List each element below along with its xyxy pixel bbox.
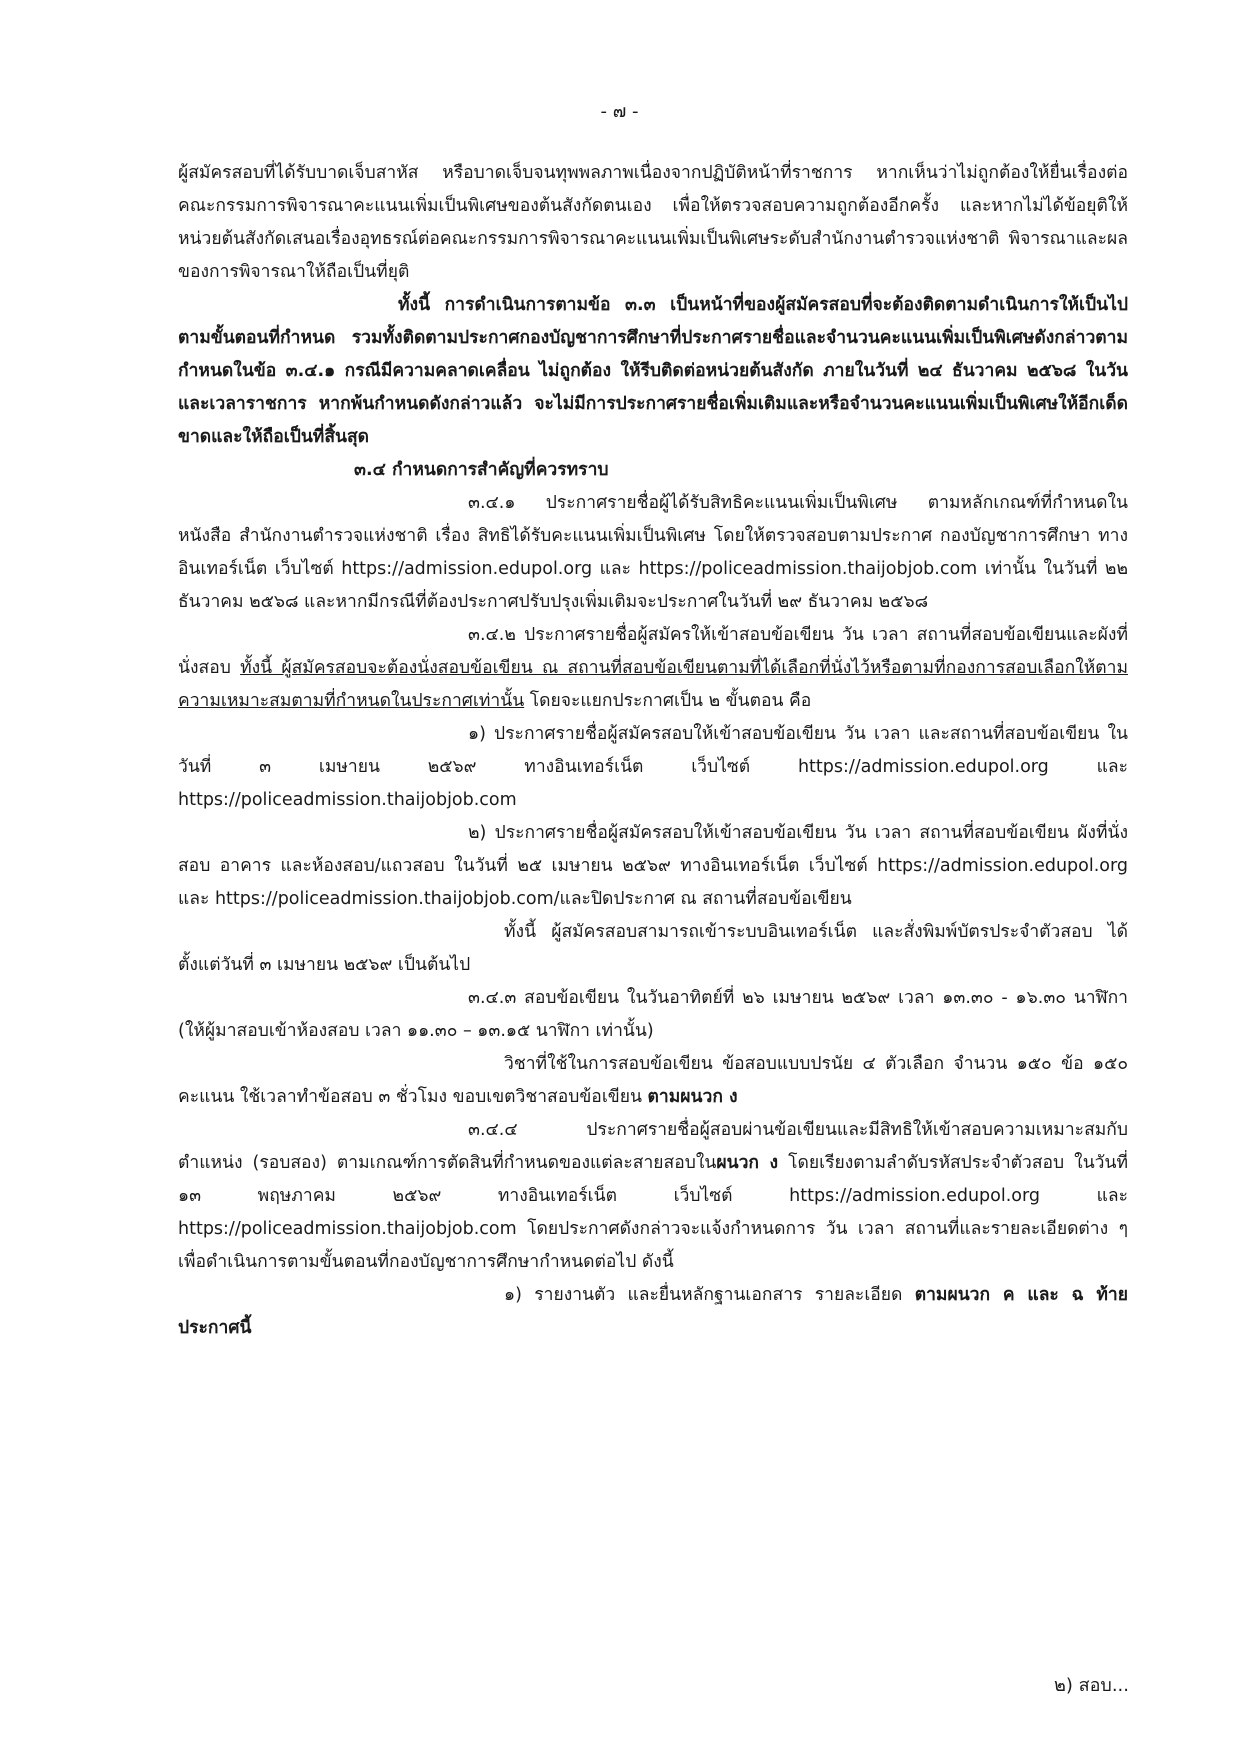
paragraph-step-1: ๑) ประกาศรายชื่อผู้สมัครสอบให้เข้าสอบข้อเขียน วัน เวลา และสถานที่สอบข้อเขียน ในวันที่ ๓ เมษายน ๒๕๖๙ ทางอินเทอร์เน็ต เว็บไซต์ https://admission.edupol.org และ https://policeadmission.thaijobjob.com	[178, 724, 1128, 810]
text-3-4-4-rest: โดยเรียงตามลำดับรหัสประจำตัวสอบ ในวันที่ ๑๓ พฤษภาคม ๒๕๖๙ ทางอินเทอร์เน็ต เว็บไซต์ https://admission.edupol.org และ https://policeadmission.thaijobjob.com โดยประกาศดังกล่าวจะแจ้งกำหนดการ วัน เวลา สถานที่และรายละเอียดต่าง ๆ เพื่อดำเนินการตามขั้นตอนที่กองบัญชาการศึกษากำหนดต่อไป ดังนี้	[178, 1153, 1128, 1272]
text-3-4-4-intro: ๓.๔.๔ ประกาศรายชื่อผู้สอบผ่านข้อเขียนและมีสิทธิให้เข้าสอบความเหมาะสมกับตำแหน่ง (รอบสอง) ตามเกณฑ์การตัดสินที่กำหนดของแต่ละสายสอบใน	[178, 1120, 1128, 1173]
paragraph-written-subjects	[178, 1048, 1128, 1114]
paragraph-responsibility: ทั้งนี้ การดำเนินการตามข้อ ๓.๓ เป็นหน้าที่ของผู้สมัครสอบที่จะต้องติดตามดำเนินการให้เป็นไปตามขั้นตอนที่กำหนด รวมทั้งติดตามประกาศกองบัญชาการศึกษาที่ประกาศรายชื่อและจำนวนคะแนนเพิ่มเป็นพิเศษดังกล่าวตามกำหนดในข้อ ๓.๔.๑ กรณีมีความคลาดเคลื่อน ไม่ถูกต้อง ให้รีบติดต่อหน่วยต้นสังกัด ภายในวันที่ ๒๔ ธันวาคม ๒๕๖๘ ในวันและเวลาราชการ หากพ้นกำหนดดังกล่าวแล้ว จะไม่มีการประกาศรายชื่อเพิ่มเติมและหรือจำนวนคะแนนเพิ่มเป็นพิเศษให้อีกเด็ดขาดและให้ถือเป็นที่สิ้นสุด	[178, 295, 1128, 447]
document-body	[178, 157, 1128, 1345]
section-heading-3-4: ๓.๔ กำหนดการสำคัญที่ควรทราบ	[354, 460, 609, 480]
paragraph-appeal: ผู้สมัครสอบที่ได้รับบาดเจ็บสาหัส หรือบาดเจ็บจนทุพพลภาพเนื่องจากปฏิบัติหน้าที่ราชการ หากเห็นว่าไม่ถูกต้องให้ยื่นเรื่องต่อคณะกรรมการพิจารณาคะแนนเพิ่มเป็นพิเศษของต้นสังกัดตนเอง เพื่อให้ตรวจสอบความถูกต้องอีกครั้ง และหากไม่ได้ข้อยุติให้หน่วยต้นสังกัดเสนอเรื่องอุทธรณ์ต่อคณะกรรมการพิจารณาคะแนนเพิ่มเป็นพิเศษระดับสำนักงานตำรวจแห่งชาติ พิจารณาและผลของการพิจารณาให้ถือเป็นที่ยุติ	[178, 163, 1128, 282]
paragraph-step-2: ๒) ประกาศรายชื่อผู้สมัครสอบให้เข้าสอบข้อเขียน วัน เวลา สถานที่สอบข้อเขียน ผังที่นั่งสอบ อาคาร และห้องสอบ/แถวสอบ ในวันที่ ๒๕ เมษายน ๒๕๖๙ ทางอินเทอร์เน็ต เว็บไซต์ https://admission.edupol.org และ https://policeadmission.thaijobjob.com/และปิดประกาศ ณ สถานที่สอบข้อเขียน	[178, 823, 1128, 909]
text-3-4-2-end: โดยจะแยกประกาศเป็น ๒ ขั้นตอน คือ	[524, 691, 812, 711]
text-3-4-2-underlined: ทั้งนี้ ผู้สมัครสอบจะต้องนั่งสอบข้อเขียน ณ สถานที่สอบข้อเขียนตามที่ได้เลือกที่นั่งไว้หรือตามที่กองการสอบเลือกให้ตามความเหมาะสมตามที่กำหนดในประกาศเท่านั้น	[178, 658, 1129, 711]
page-number: - ๗ -	[600, 101, 639, 122]
text-report-annex: ตามผนวก ค และ ฉ ท้ายประกาศนี้	[178, 1285, 1128, 1338]
continuation-note: ๒) สอบ...	[1054, 1675, 1129, 1696]
paragraph-3-4-2	[178, 619, 1128, 718]
text-3-4-4-annex: ผนวก ง	[716, 1153, 779, 1173]
paragraph-report	[178, 1279, 1128, 1345]
text-subjects: วิชาที่ใช้ในการสอบข้อเขียน ข้อสอบแบบปรนัย ๔ ตัวเลือก จำนวน ๑๕๐ ข้อ ๑๕๐ คะแนน ใช้เวลาทำข้อสอบ ๓ ชั่วโมง ขอบเขตวิชาสอบข้อเขียน	[178, 1054, 1128, 1107]
paragraph-admission-card: ทั้งนี้ ผู้สมัครสอบสามารถเข้าระบบอินเทอร์เน็ต และสั่งพิมพ์บัตรประจำตัวสอบ ได้ตั้งแต่วันที่ ๓ เมษายน ๒๕๖๙ เป็นต้นไป	[178, 922, 1128, 975]
paragraph-3-4-3: ๓.๔.๓ สอบข้อเขียน ในวันอาทิตย์ที่ ๒๖ เมษายน ๒๕๖๙ เวลา ๑๓.๓๐ - ๑๖.๓๐ นาฬิกา (ให้ผู้มาสอบเข้าห้องสอบ เวลา ๑๑.๓๐ – ๑๓.๑๕ นาฬิกา เท่านั้น)	[178, 988, 1128, 1041]
paragraph-3-4-1: ๓.๔.๑ ประกาศรายชื่อผู้ได้รับสิทธิคะแนนเพิ่มเป็นพิเศษ ตามหลักเกณฑ์ที่กำหนดในหนังสือ สำนักงานตำรวจแห่งชาติ เรื่อง สิทธิได้รับคะแนนเพิ่มเป็นพิเศษ โดยให้ตรวจสอบตามประกาศ กองบัญชาการศึกษา ทางอินเทอร์เน็ต เว็บไซต์ https://admission.edupol.org และ https://policeadmission.thaijobjob.com เท่านั้น ในวันที่ ๒๒ ธันวาคม ๒๕๖๘ และหากมีกรณีที่ต้องประกาศปรับปรุงเพิ่มเติมจะประกาศในวันที่ ๒๙ ธันวาคม ๒๕๖๘	[178, 493, 1128, 612]
text-annex-d-ref: ตามผนวก ง	[647, 1087, 738, 1107]
paragraph-3-4-4	[178, 1114, 1128, 1279]
text-report: ๑) รายงานตัว และยื่นหลักฐานเอกสาร รายละเอียด	[504, 1285, 915, 1305]
text-3-4-2-intro: ๓.๔.๒ ประกาศรายชื่อผู้สมัครให้เข้าสอบข้อเขียน วัน เวลา สถานที่สอบข้อเขียนและผังที่นั่งสอบ	[178, 625, 1128, 678]
